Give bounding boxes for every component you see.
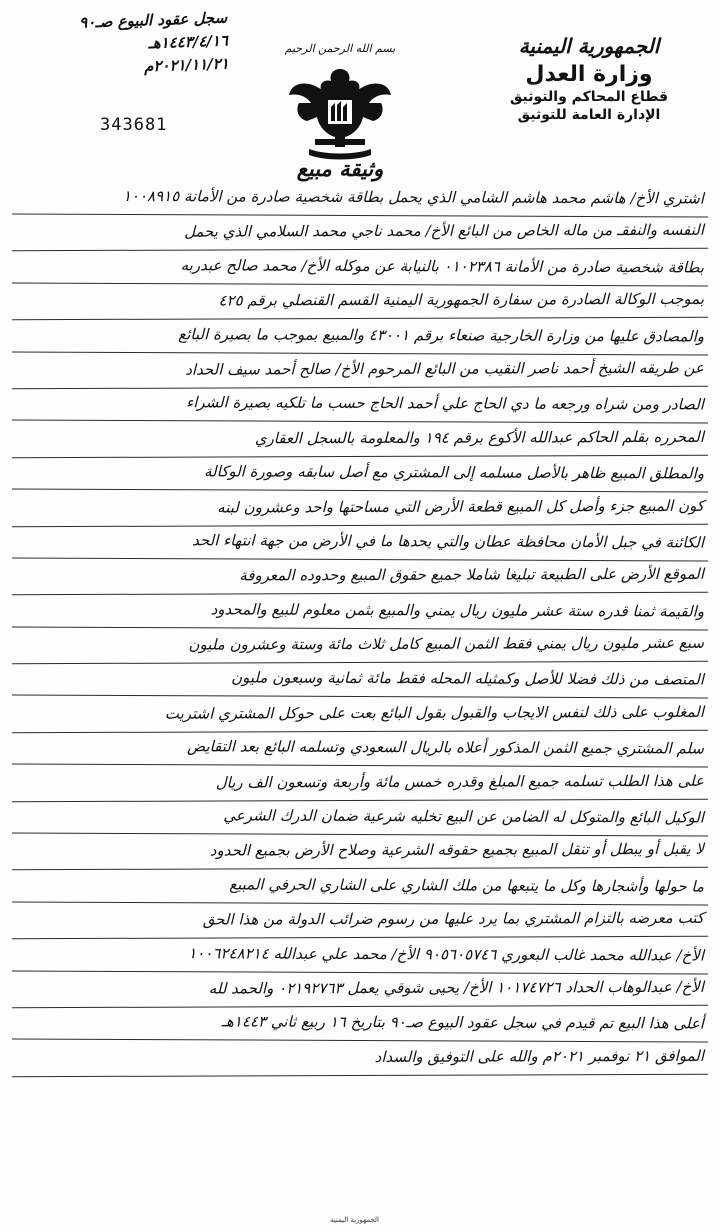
contract-line: الأخ/ عبدالوهاب الحداد ١٠١٧٤٧٢٦ الأخ/ يحيى شوقي يعمل ٠٢١٩٢٧٦٣ والحمد لله — [12, 972, 708, 1009]
contract-line: بموجب الوكالة الصادرة من سفارة الجمهورية اليمنية القسم القنصلي برقم ٤٢٥ — [12, 284, 708, 321]
contract-line: كون المبيع جزء وأصل كل المبيع قطعة الأرض التي مساحتها واحد وعشرون لبنه — [12, 490, 708, 527]
footer-stamp-text: الجمهورية اليمنية — [330, 1216, 380, 1224]
contract-line: النفسه والنفقـ من ماله الخاص من البائع الأخ/ محمد ناجي محمد السلامي الذي يحمل — [12, 215, 708, 252]
contract-body — [12, 182, 708, 1076]
sector-name: قطاع المحاكم والتوثيق — [509, 89, 669, 105]
contract-line: على هذا الطلب تسلمه جميع المبلغ وقدره خمس مائة وأربعة وتسعون الف ريال — [12, 765, 708, 802]
contract-line: المغلوب على ذلك لنفس الايجاب والقبول بقول البائع بعت على حوكل المشتري اشتريت — [12, 697, 708, 734]
yemen-eagle-emblem-icon — [285, 55, 395, 165]
contract-line: ما حولها وأشجارها وكل ما يتبعها من ملك الشاري على الشاري الحرفي المبيع — [12, 868, 708, 905]
contract-line: الموافق ٢١ نوفمبر ٢٠٢١م والله على التوفيق والسداد — [12, 1041, 708, 1078]
contract-line: سلم المشتري جميع الثمن المذكور أعلاه بالريال السعودي وتسلمه البائع بعد التقايض — [12, 731, 708, 768]
contract-line: والمصادق عليها من وزارة الخارجية صنعاء برقم ٤٣٠٠١ والمبيع بموجب ما بصيرة البائع — [12, 318, 708, 355]
contract-line: لا يقبل أو يبطل أو تنقل المبيع بجميع حقوقه الشرعية وصلاح الأرض بجميع الحدود — [12, 834, 708, 871]
stamp-line-2: ١٤٤٣/٤/١٦هـ — [147, 31, 229, 53]
contract-line: كتب معرضه بالتزام المشتري بما يرد عليها من رسوم ضرائب الدولة من هذا الحق — [12, 903, 708, 940]
stamp-line-3: ٢٠٢١/١١/٢١م — [143, 54, 230, 76]
contract-line: الصادر ومن شراه ورجعه ما دي الحاج علي أحمد الحاج حسب ما تلكيه بصيرة الشراء — [12, 387, 708, 424]
document-number: 343681 — [100, 115, 168, 135]
contract-line: أعلى هذا البيع تم قيدم في سجل عقود البيوع صـ٩٠ بتاريخ ١٦ ربيع ثاني ١٤٤٣هـ — [12, 1006, 708, 1043]
republic-name: الجمهورية اليمنية — [518, 34, 660, 58]
ministry-header — [474, 34, 704, 123]
basmala-text: بسم الله الرحمن الرحيم — [284, 42, 396, 55]
contract-line: بطاقة شخصية صادرة من الأمانة ٠١٠٢٣٨٦ بالنيابة عن موكله الأخ/ محمد صالح عبدربه — [12, 249, 708, 286]
contract-line: اشتري الأخ/ هاشم محمد هاشم الشامي الذي يحمل بطاقة شخصية صادرة من الأمانة ١٠٠٨٩١٥ — [12, 180, 708, 217]
department-name: الإدارة العامة للتوثيق — [517, 107, 661, 123]
registration-stamp — [27, 7, 229, 83]
contract-line: المحرره بقلم الحاكم عبدالله الأكوع برقم ١٩٤ والمعلومة بالسجل العقاري — [12, 422, 708, 459]
contract-line: المتصف من ذلك فضلا للأصل وكمثيله المحله فقط مائة ثمانية وسبعون مليون — [12, 662, 708, 699]
contract-line: الأخ/ عبدالله محمد غالب البعوري ٩٠٥٦٠٥٧٤٦ الأخ/ محمد علي عبدالله ١٠٠٦٢٤٨٢١٤ — [12, 937, 708, 974]
document-title: وثيقة مبيع — [296, 156, 384, 181]
contract-line: الموقع الأرض على الطبيعة تبليغا شاملا جميع حقوق المبيع وحدوده المعروفة — [12, 559, 708, 596]
ministry-name: وزارة العدل — [525, 62, 653, 87]
stamp-line-1: سجل عقود البيوع صـ٩٠ — [78, 8, 228, 32]
contract-line: والقيمة ثمنا قدره ستة عشر مليون ريال يمني والمبيع بثمن معلوم للبيع والمحدود — [12, 593, 708, 630]
contract-line: الكائنة في جبل الأمان محافظة عطان والتي يحدها ما في الأرض من جهة انتهاء الحد — [12, 524, 708, 561]
contract-line: الوكيل البائع والمتوكل له الضامن عن البيع تخليه شرعية ضمان الدرك الشرعي — [12, 800, 708, 837]
contract-line: عن طريقه الشيخ أحمد ناصر النقيب من البائع المرحوم الأخ/ صالح أحمد سيف الحداد — [12, 353, 708, 390]
contract-line: سبع عشر مليون ريال يمني فقط الثمن المبيع كامل ثلاث مائة وستة وعشرون مليون — [12, 628, 708, 665]
contract-line: والمطلق المبيع ظاهر بالأصل مسلمه إلى المشتري مع أصل سابقه وصورة الوكالة — [12, 456, 708, 493]
